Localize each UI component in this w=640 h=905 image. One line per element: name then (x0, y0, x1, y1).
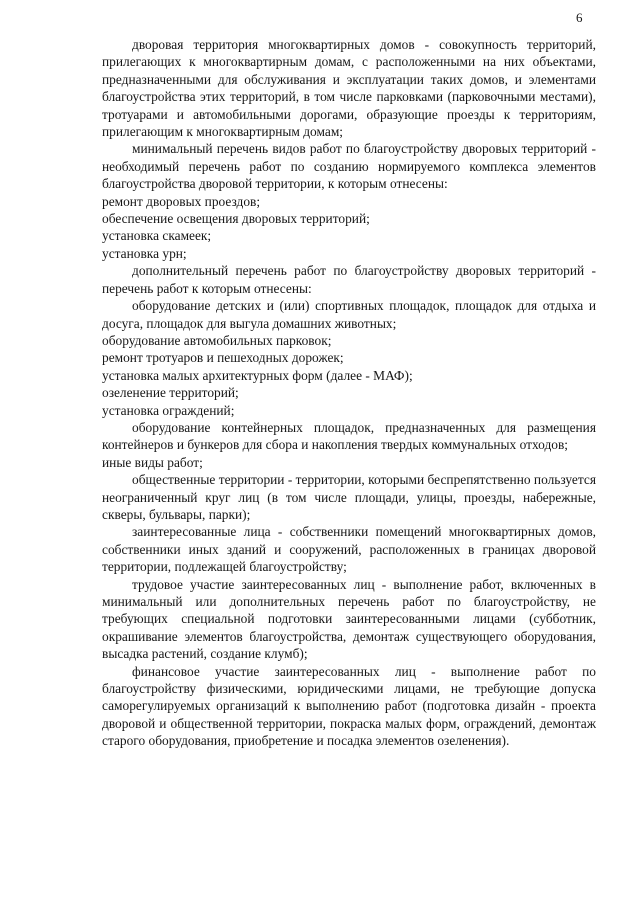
definition-labor-participation: трудовое участие заинтересованных лиц - выполнение работ, включенных в минимальный или дополнительных перечень работ по благоустройству, не требующих специальной подготовки заинтересованными лицами (субботник, окрашивание элементов благоустройства, демонтаж существующего оборудования, высадка растений, создание клумб); (102, 576, 596, 662)
list-item: установка урн; (102, 245, 187, 261)
page-number: 6 (576, 10, 583, 25)
definition-interested-persons: заинтересованные лица - собственники помещений многоквартирных домов, собственники иных зданий и сооружений, расположенных в границах дворовой территории, подлежащей благоустройству; (102, 524, 596, 575)
list-item: установка скамеек; (102, 228, 212, 244)
definition-additional-work-list: дополнительный перечень работ по благоустройству дворовых территорий - перечень работ к которым отнесены: (102, 263, 596, 296)
definition-minimal-work-list: минимальный перечень видов работ по благоустройству дворовых территорий - необходимый перечень работ по созданию нормируемого комплекса элементов благоустройства дворовой территории, к которым отнесены: (102, 141, 596, 192)
list-item: иные виды работ; (102, 454, 203, 470)
list-item: ремонт тротуаров и пешеходных дорожек; (102, 350, 344, 366)
list-item: оборудование автомобильных парковок; (102, 332, 332, 348)
list-item: установка ограждений; (102, 402, 235, 418)
list-item: оборудование детских и (или) спортивных площадок, площадок для отдыха и досуга, площадок для выгула домашних животных; (102, 298, 596, 331)
definition-financial-participation: финансовое участие заинтересованных лиц - выполнение работ по благоустройству физическими, юридическими лицами, не требующие допуска саморегулируемых организаций к выполнению работ (подготовка дизайн - проекта дворовой и общественной территории, покраска малых форм, ограждений, демонтаж старого оборудования, приобретение и посадка элементов озеленения). (102, 663, 596, 749)
list-item: озеленение территорий; (102, 385, 239, 401)
definition-public-territories: общественные территории - территории, которыми беспрепятственно пользуется неограниченный круг лиц (в том числе площади, улицы, проезды, набережные, скверы, бульвары, парки); (102, 472, 596, 522)
list-item: установка малых архитектурных форм (далее - МАФ); (102, 367, 413, 383)
document-body (102, 36, 596, 750)
list-item: ремонт дворовых проездов; (102, 193, 261, 209)
list-item: оборудование контейнерных площадок, предназначенных для размещения контейнеров и бункеров для сбора и накопления твердых коммунальных отходов; (102, 419, 596, 453)
definition-courtyard-territory: дворовая территория многоквартирных домов - совокупность территорий, прилегающих к многоквартирным домам, с расположенными на них объектами, предназначенными для обслуживания и эксплуатации таких домов, и элементами благоустройства этих территорий, в том числе парковками (парковочными местами), тротуарами и автомобильными дорогами, образующие проезды к территориям, прилегающим к многоквартирным домам; (102, 37, 596, 140)
list-item: обеспечение освещения дворовых территорий; (102, 211, 370, 227)
